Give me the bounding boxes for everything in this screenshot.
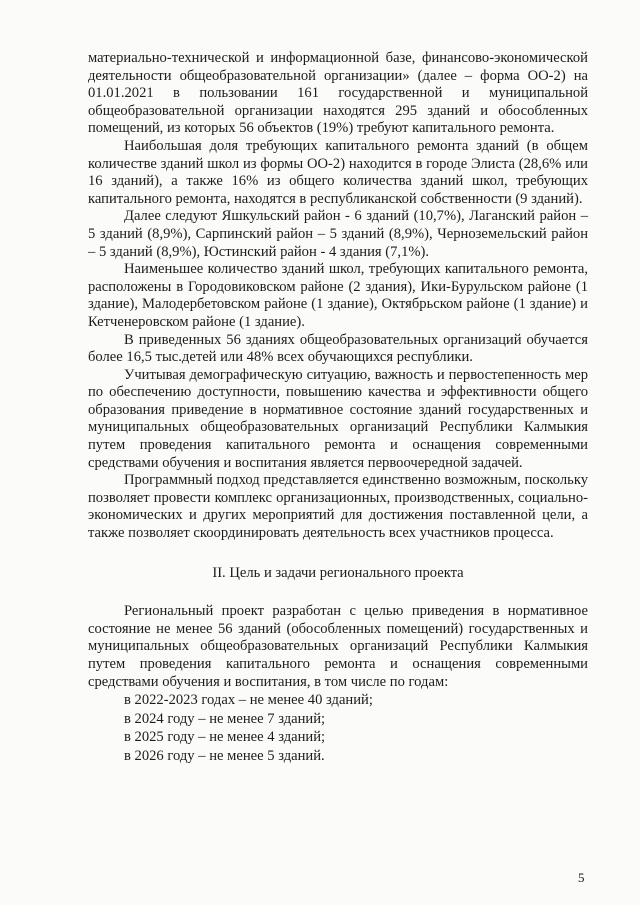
targets-list xyxy=(88,691,588,765)
target-item: в 2024 году – не менее 7 зданий; xyxy=(124,710,326,727)
section-heading: II. Цель и задачи регионального проекта xyxy=(212,564,464,581)
target-item: в 2026 году – не менее 5 зданий. xyxy=(124,747,325,764)
paragraph-students: В приведенных 56 зданиях общеобразовательных организаций обучается более 16,5 тыс.детей или 48% всех обучающихся республики. xyxy=(88,331,588,366)
page-number: 5 xyxy=(578,870,585,885)
paragraph-continuation: материально-технической и информационной базе, финансово-экономической деятельности общеобразовательной организации» (далее – форма ОО-2) на 01.01.2021 в пользовании 161 государственной и муниципальной общеобразовательной организации находятся 295 зданий и обособленных помещений, из которых 56 объектов (19%) требуют капитального ремонта. xyxy=(88,50,588,137)
paragraph-program-approach: Программный подход представляется единственно возможным, поскольку позволяет провести комплекс организационных, производственных, социально-экономических и других мероприятий для достижения поставленной цели, а также позволяет скоординировать деятельность всех участников процесса. xyxy=(88,472,588,542)
paragraph-districts-list: Далее следуют Яшкульский район - 6 зданий (10,7%), Лаганский район – 5 зданий (8,9%), Сарпинский район – 5 зданий (8,9%), Черноземельский район – 5 зданий (8,9%), Юстинский район - 4 здания (7,1%). xyxy=(88,208,588,260)
paragraph-project-goal: Региональный проект разработан с целью приведения в нормативное состояние не менее 56 зданий (обособленных помещений) государственных и муниципальных общеобразовательных организаций Республики Калмыкия путем проведения капитального ремонта и оснащения современными средствами обучения и воспитания, в том числе по годам: xyxy=(88,603,588,690)
target-item: в 2025 году – не менее 4 зданий; xyxy=(124,729,326,746)
paragraph-elista-share: Наибольшая доля требующих капитального ремонта зданий (в общем количестве зданий школ из формы ОО-2) находится в городе Элиста (28,6% или 16 зданий), а также 16% из общего количества зданий школ, требующих капитального ремонта, находятся в республиканской собственности (9 зданий). xyxy=(88,137,588,207)
document-body xyxy=(88,50,588,766)
paragraph-demographic: Учитывая демографическую ситуацию, важность и первостепенность мер по обеспечению доступности, повышению качества и эффективности общего образования приведение в нормативное состояние зданий государственных и муниципальных общеобразовательных организаций Республики Калмыкия путем проведения капитального ремонта и оснащения современными средствами обучения и воспитания является первоочередной задачей. xyxy=(88,366,588,471)
target-item: в 2022-2023 годах – не менее 40 зданий; xyxy=(124,692,373,709)
paragraph-least-count: Наименьшее количество зданий школ, требующих капитального ремонта, расположены в Городовиковском районе (2 здания), Ики-Бурульском районе (1 здание), Малодербетовском районе (1 здание), Октябрьском районе (1 здание) и Кетченеровском районе (1 здание). xyxy=(88,261,588,330)
